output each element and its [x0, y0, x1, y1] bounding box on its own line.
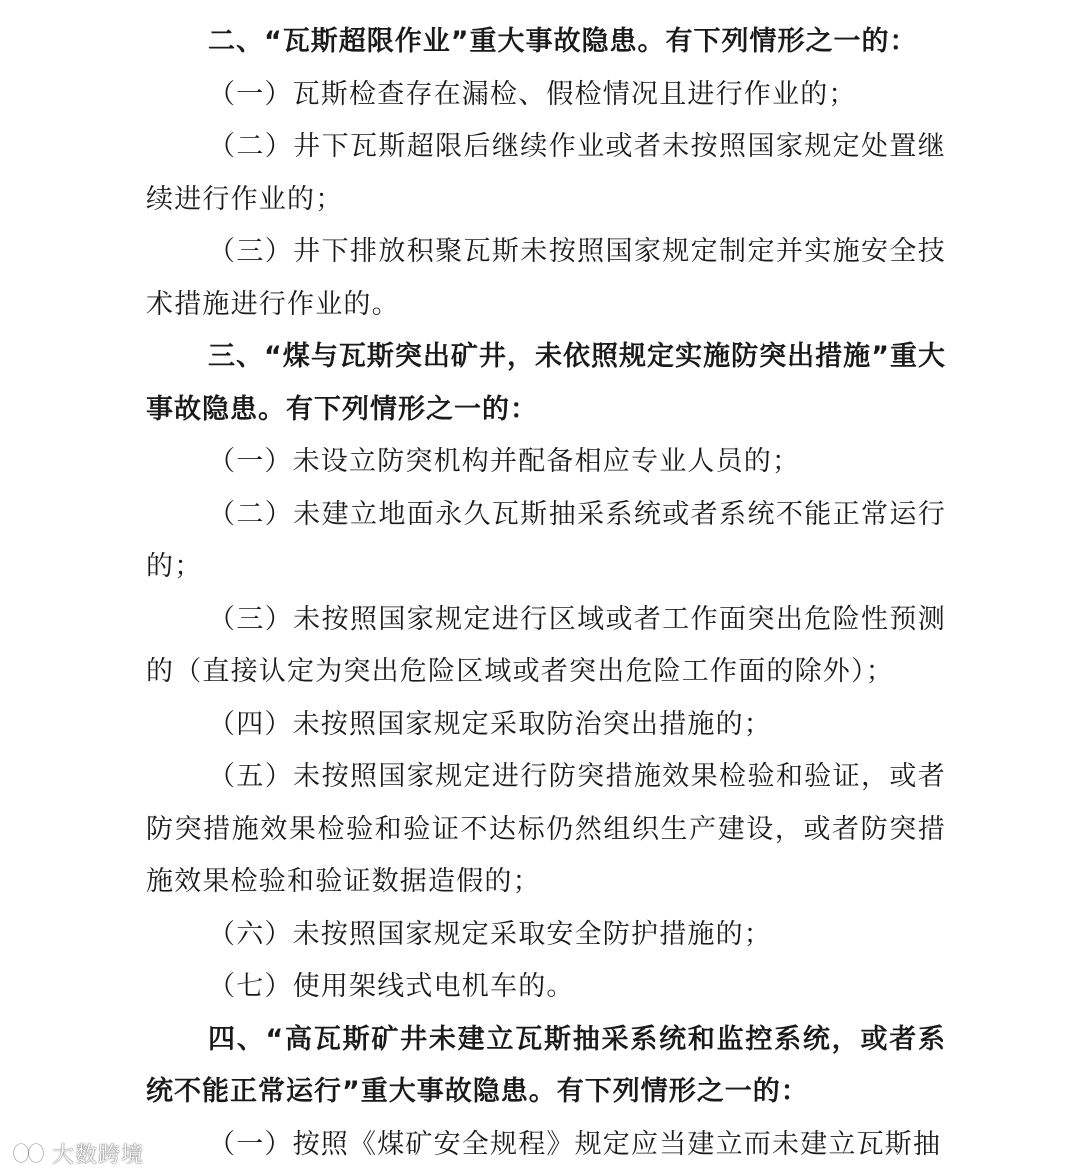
clause-3-6: （六）未按照国家规定采取安全防护措施的； — [208, 918, 772, 950]
section-heading-2: 二、“瓦斯超限作业”重大事故隐患。有下列情形之一的： — [208, 26, 918, 57]
brand-logo-icon — [4, 1138, 48, 1168]
clause-3-7: （七）使用架线式电机车的。 — [208, 971, 575, 1002]
section-heading-4: 四、“高瓦斯矿井未建立瓦斯抽采系统和监控系统，或者系统不能正常运行”重大事故隐患。有下列情形之一的： — [146, 1023, 946, 1107]
clause-3-2: （二）未建立地面永久瓦斯抽采系统或者系统不能正常运行的； — [146, 498, 946, 582]
clause-3-4: （四）未按照国家规定采取防治突出措施的； — [208, 708, 772, 740]
clause-2-1: （一）瓦斯检查存在漏检、假检情况且进行作业的； — [208, 78, 857, 110]
clause-3-1: （一）未设立防突机构并配备相应专业人员的； — [208, 446, 801, 477]
clause-3-3: （三）未按照国家规定进行区域或者工作面突出危险性预测的（直接认定为突出危险区域或者突出危险工作面的除外）； — [146, 603, 946, 687]
clause-2-2: （二）井下瓦斯超限后继续作业或者未按照国家规定处置继续进行作业的； — [146, 131, 946, 215]
document-body — [146, 16, 946, 1171]
watermark-text: 大数跨境 — [52, 1142, 145, 1168]
clause-4-1: （一）按照《煤矿安全规程》规定应当建立而未建立瓦斯抽 — [208, 1128, 942, 1160]
section-heading-3: 三、“煤与瓦斯突出矿井，未依照规定实施防突出措施”重大事故隐患。有下列情形之一的： — [146, 341, 946, 425]
clause-2-3: （三）井下排放积聚瓦斯未按照国家规定制定并实施安全技术措施进行作业的。 — [146, 236, 946, 320]
clause-3-5: （五）未按照国家规定进行防突措施效果检验和验证，或者防突措施效果检验和验证不达标仍然组织生产建设，或者防突措施效果检验和验证数据造假的； — [146, 761, 946, 897]
watermark — [4, 1136, 144, 1170]
